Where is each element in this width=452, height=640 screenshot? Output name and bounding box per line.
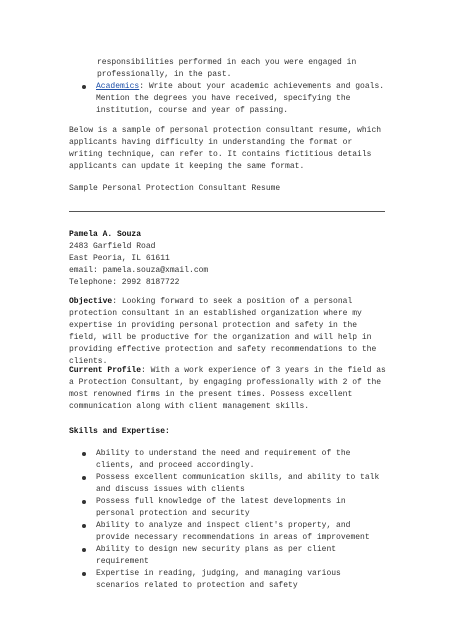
intro-bullet-list [78, 81, 388, 117]
objective-text: : Looking forward to seek a position of a personal protection consultant in an established organization where my expertise in providing personal protection and safety in the field, will be productive for the organization and will help in providing effective protection and safety recommendations to the clients. [69, 297, 377, 366]
contact-city: East Peoria, IL 61611 [69, 254, 170, 263]
section-divider [69, 211, 385, 212]
contact-name: Pamela A. Souza [69, 230, 142, 239]
academics-link[interactable]: Academics [96, 82, 140, 91]
skill-item: Ability to understand the need and requirement of the clients, and proceed accordingly. [78, 448, 388, 472]
sample-title: Sample Personal Protection Consultant Resume [69, 184, 281, 193]
skill-item: Expertise in reading, judging, and managing various scenarios related to protection and safety [78, 568, 388, 592]
objective-paragraph [69, 296, 389, 368]
contact-telephone: Telephone: 2992 8187722 [69, 278, 180, 287]
current-profile-paragraph [69, 365, 389, 413]
academics-bullet [78, 81, 388, 117]
contact-email: email: pamela.souza@xmail.com [69, 266, 209, 275]
skill-item: Possess excellent communication skills, and ability to talk and discuss issues with clients [78, 472, 388, 496]
skill-item: Ability to analyze and inspect client's property, and provide necessary recommendations in areas of improvement [78, 520, 388, 544]
skill-item: Ability to design new security plans as per client requirement [78, 544, 388, 568]
current-profile-text: : With a work experience of 3 years in the field as a Protection Consultant, by engaging professionally with 2 of the most renowned firms in the present times. Possess excellent communication along with client management skills. [69, 366, 386, 411]
skills-list [78, 448, 388, 592]
skill-item: Possess full knowledge of the latest developments in personal protection and security [78, 496, 388, 520]
contact-street: 2483 Garfield Road [69, 242, 156, 251]
skills-heading: Skills and Expertise: [69, 427, 170, 436]
responsibilities-continuation: responsibilities performed in each you were engaged in professionally, in the past. [97, 58, 357, 79]
academics-text: : Write about your academic achievements and goals. Mention the degrees you have received, specifying the institution, course and year of passing. [96, 82, 385, 115]
sample-intro-paragraph: Below is a sample of personal protection consultant resume, which applicants having difficulty in understanding the format or writing technique, can refer to. It contains fictitious details applicants can update it keeping the same format. [69, 126, 382, 171]
current-profile-label: Current Profile [69, 366, 142, 375]
contact-block [69, 229, 389, 289]
objective-label: Objective [69, 297, 113, 306]
